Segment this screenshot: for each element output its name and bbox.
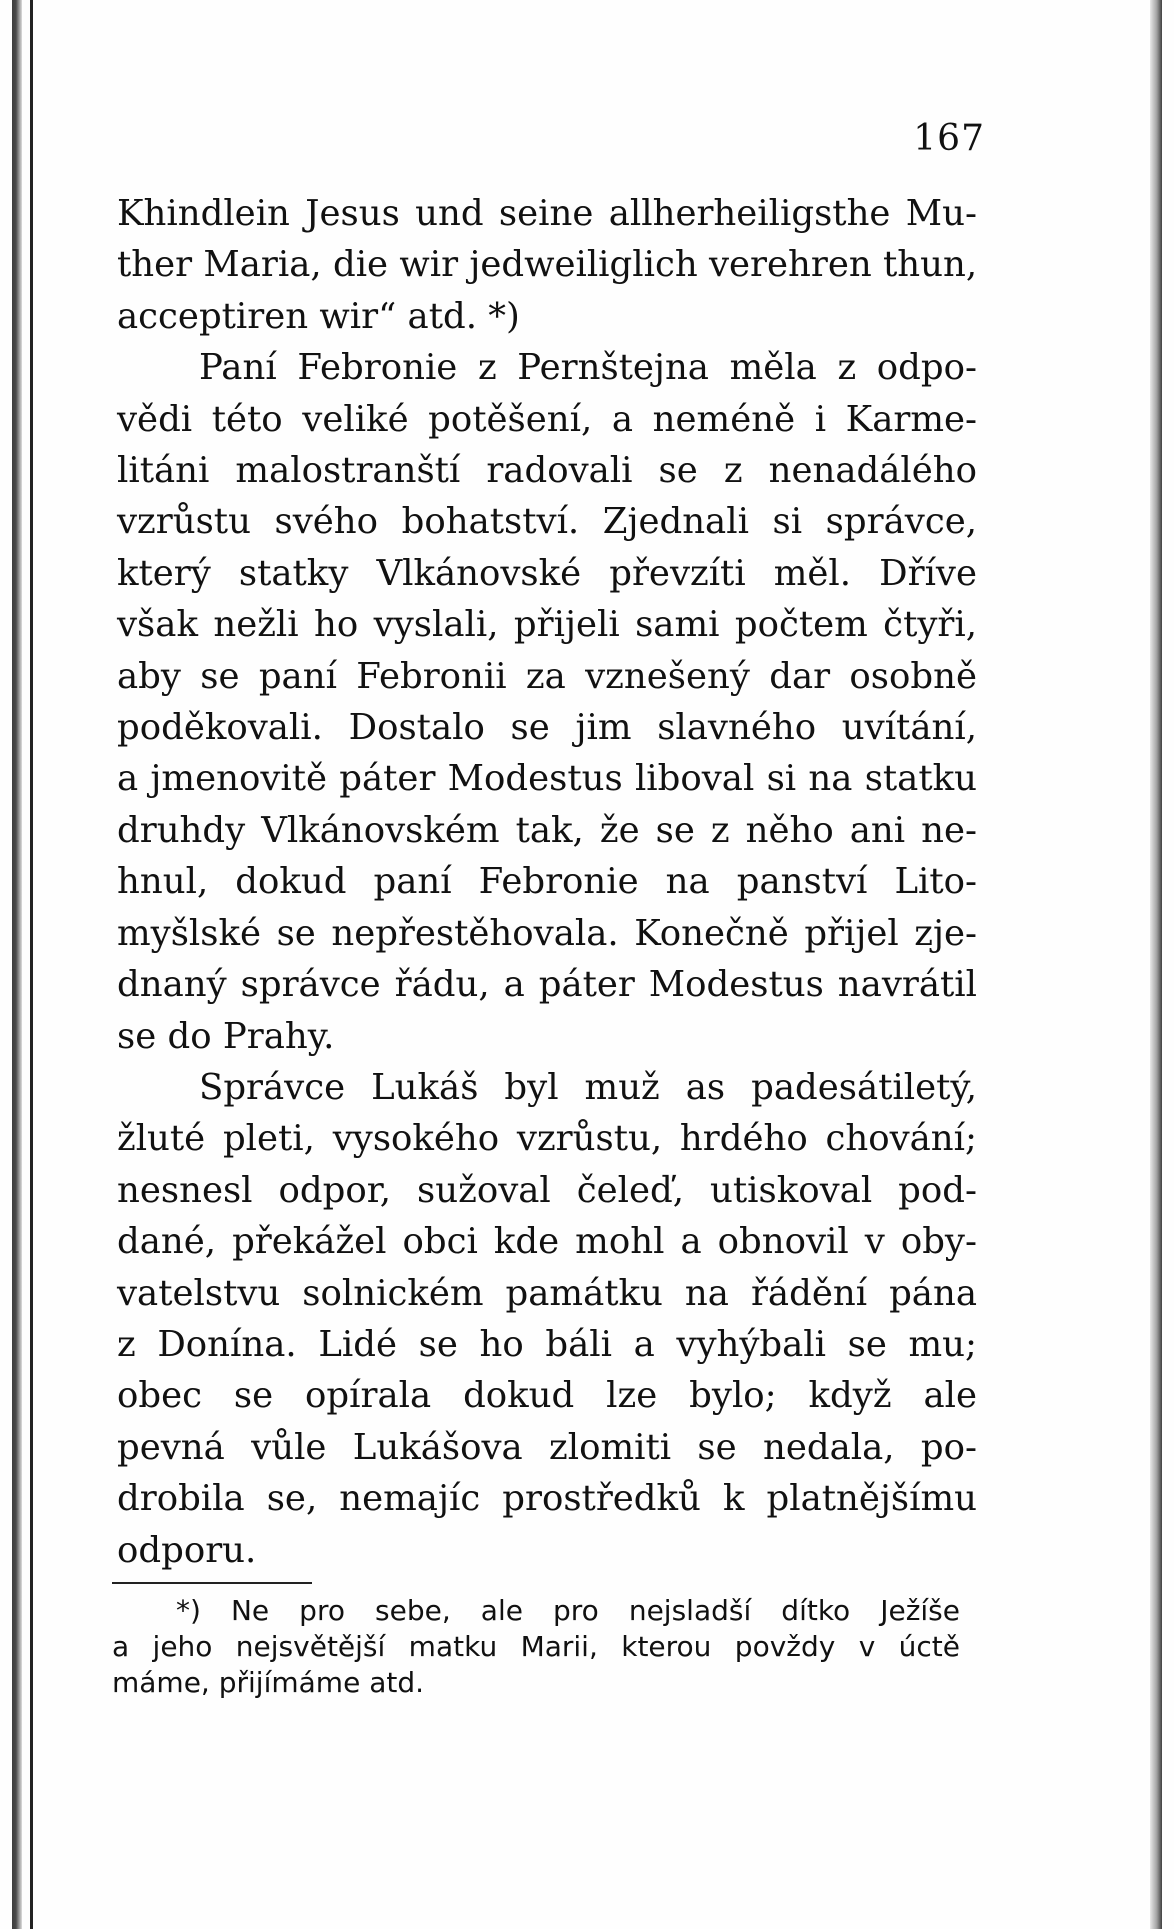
footnote-divider xyxy=(112,1582,312,1584)
scan-edge-left xyxy=(12,0,22,1929)
text-line: litáni malostranští radovali se z nenadálého xyxy=(117,450,977,492)
text-line: žluté pleti, vysokého vzrůstu, hrdého chování; xyxy=(117,1118,977,1160)
text-line: pevná vůle Lukášova zlomiti se nedala, po- xyxy=(117,1426,977,1468)
footnote-line: *) Ne pro sebe, ale pro nejsladší dítko Ježíše xyxy=(176,1594,960,1627)
footnote-line: a jeho nejsvětější matku Marii, kterou povždy v úctě xyxy=(112,1630,960,1663)
text-line: odporu. xyxy=(117,1529,257,1571)
text-line: poděkovali. Dostalo se jim slavného uvítání, xyxy=(117,707,977,749)
text-line: ther Maria, die wir jedweiliglich verehren thun, xyxy=(117,244,978,286)
text-line: nesnesl odpor, sužoval čeleď, utiskoval pod- xyxy=(117,1169,977,1211)
text-line: a jmenovitě páter Modestus liboval si na statku xyxy=(117,758,977,800)
scan-edge-line xyxy=(30,0,33,1929)
footnote xyxy=(112,1593,960,1701)
text-line: hnul, dokud paní Febronie na panství Lito- xyxy=(117,861,977,903)
page-number: 167 xyxy=(913,118,985,159)
text-line: vzrůstu svého bohatství. Zjednali si správce, xyxy=(117,501,977,543)
text-line: však nežli ho vyslali, přijeli sami počtem čtyři, xyxy=(117,604,977,646)
scan-edge-right xyxy=(1150,0,1162,1929)
text-line: myšlské se nepřestěhovala. Konečně přijel zje- xyxy=(117,912,977,954)
footnote-line: máme, přijímáme atd. xyxy=(112,1666,425,1699)
text-line: vatelstvu solnickém památku na řádění pána xyxy=(117,1272,977,1314)
text-line: Paní Febronie z Pernštejna měla z odpo- xyxy=(199,347,977,389)
text-line: acceptiren wir“ atd. *) xyxy=(117,295,520,337)
text-line: který statky Vlkánovské převzíti měl. Dříve xyxy=(117,552,977,594)
text-line: obec se opírala dokud lze bylo; když ale xyxy=(117,1375,977,1417)
body-text xyxy=(117,188,977,1576)
text-line: Správce Lukáš byl muž as padesátiletý, xyxy=(199,1066,977,1108)
text-line: vědi této veliké potěšení, a neméně i Karme- xyxy=(117,398,977,440)
text-line: drobila se, nemajíc prostředků k platnějšímu xyxy=(117,1478,977,1520)
text-line: Khindlein Jesus und seine allherheiligsthe Mu- xyxy=(117,193,977,234)
text-line: aby se paní Febronii za vznešený dar osobně xyxy=(117,655,977,697)
text-line: dnaný správce řádu, a páter Modestus navrátil xyxy=(117,964,977,1006)
text-line: z Donína. Lidé se ho báli a vyhýbali se mu; xyxy=(117,1323,977,1365)
text-line: druhdy Vlkánovském tak, že se z něho ani ne- xyxy=(117,809,977,851)
text-line: se do Prahy. xyxy=(117,1015,335,1057)
text-line: dané, překážel obci kde mohl a obnovil v oby- xyxy=(117,1221,977,1263)
